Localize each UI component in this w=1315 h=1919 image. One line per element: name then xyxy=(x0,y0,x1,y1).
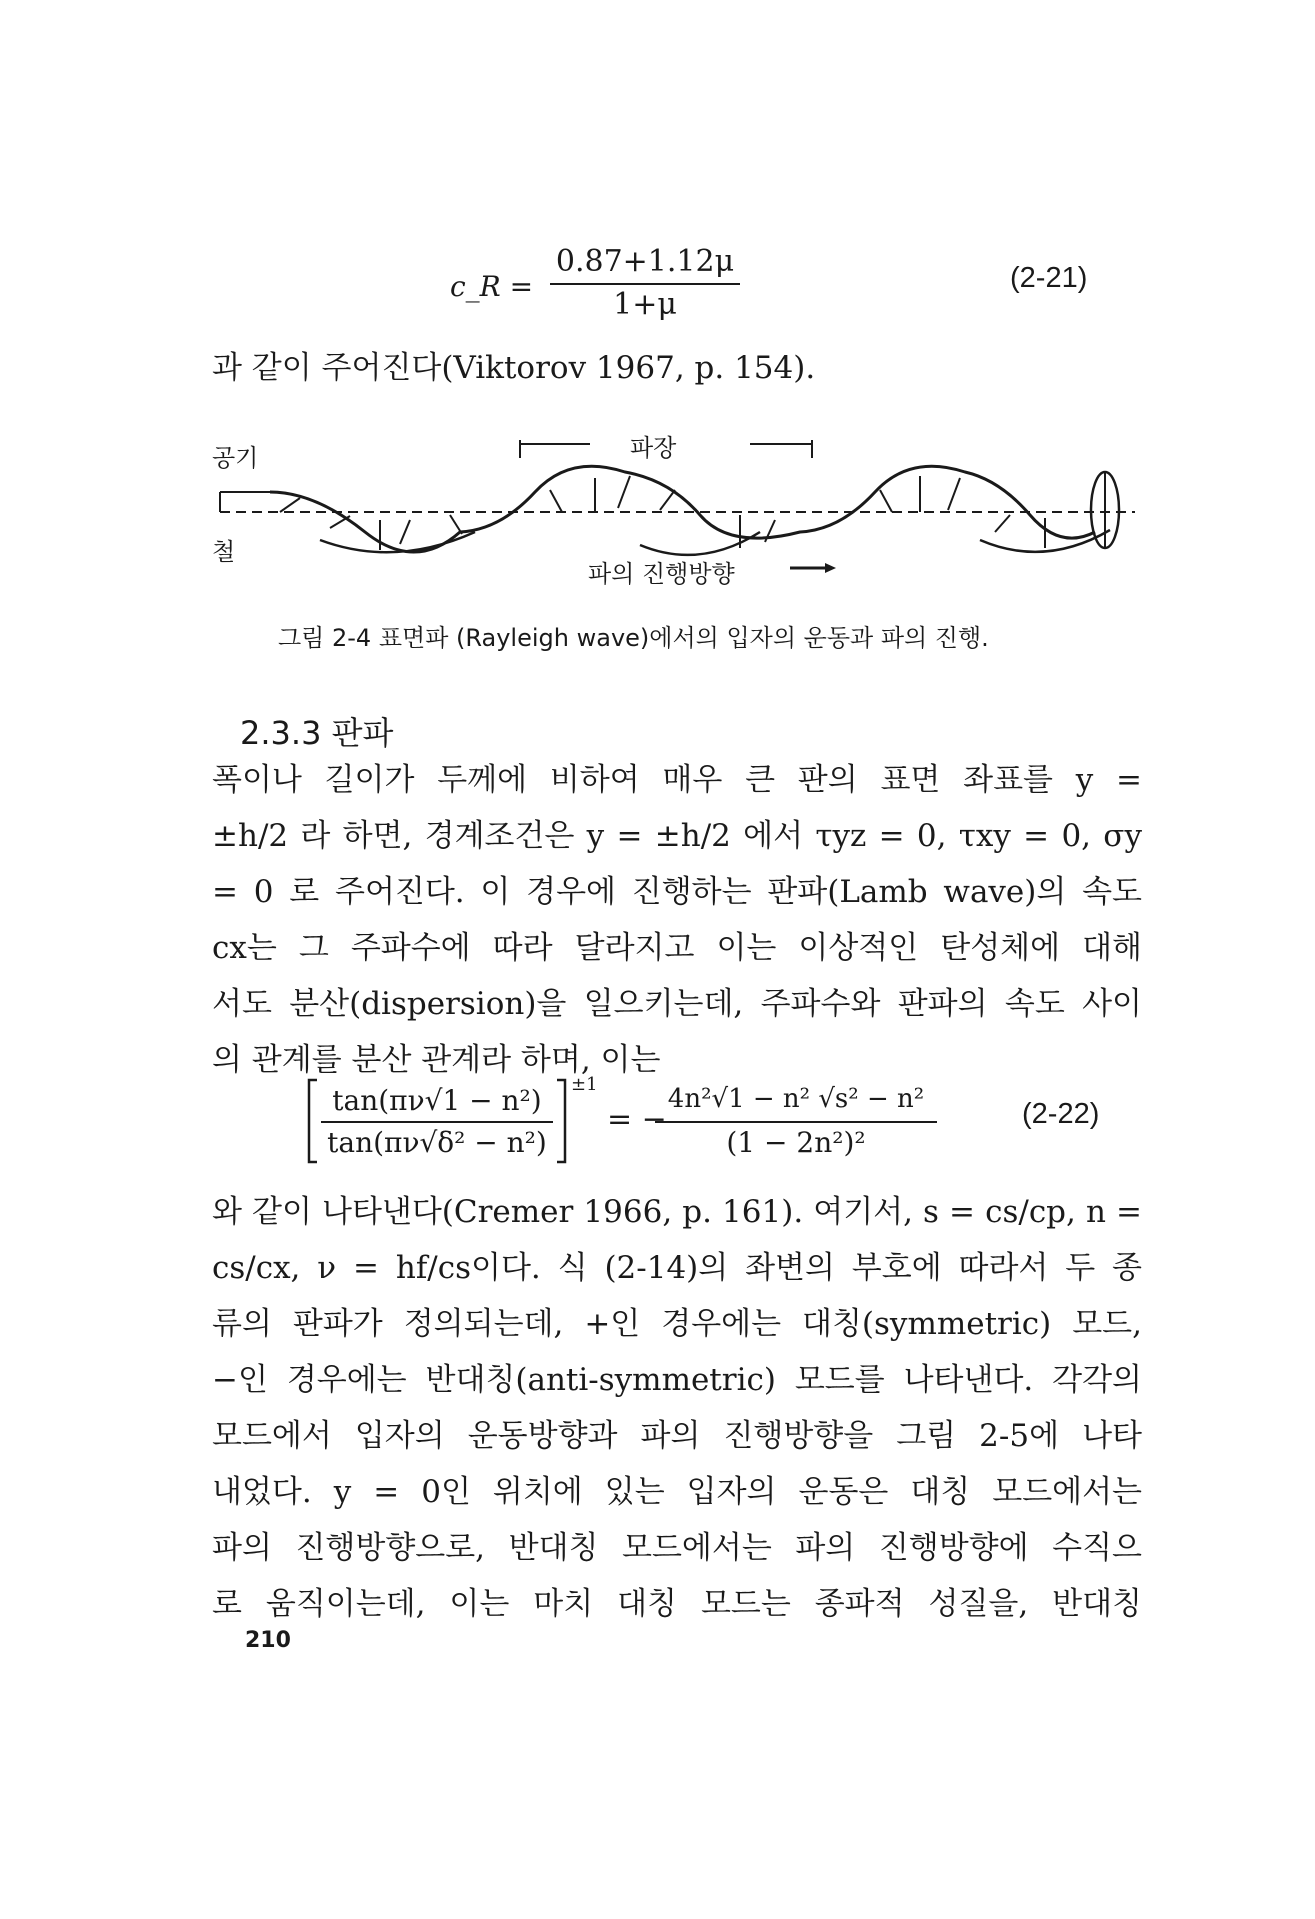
text-line-after-eq1: 과 같이 주어진다(Viktorov 1967, p. 154). xyxy=(212,350,816,386)
equation-number-2-21: (2-21) xyxy=(1010,262,1088,294)
paragraph-line: ±h/2 라 하면, 경계조건은 y = ±h/2 에서 τyz = 0, τxy = 0, σy xyxy=(212,818,1142,854)
paragraph-line: 파의 진행방향으로, 반대칭 모드에서는 파의 진행방향에 수직으 xyxy=(212,1530,1142,1566)
label-steel: 철 xyxy=(212,538,236,566)
eq2-lhs-denominator: tan(πν√δ² − n²) xyxy=(327,1126,547,1159)
page-number: 210 xyxy=(245,1628,291,1653)
figure-rayleigh-wave xyxy=(200,420,1150,620)
paragraph-line: 와 같이 나타낸다(Cremer 1966, p. 161). 여기서, s = cs/cp, n = xyxy=(212,1194,1142,1230)
eq2-equals: = − xyxy=(607,1102,667,1137)
paragraph-line: = 0 로 주어진다. 이 경우에 진행하는 판파(Lamb wave)의 속도 xyxy=(212,874,1142,910)
eq2-exponent: ±1 xyxy=(571,1074,598,1095)
label-wavelength: 파장 xyxy=(630,434,677,462)
paragraph-line: 의 관계를 분산 관계라 하며, 이는 xyxy=(212,1042,661,1078)
paragraph-line: cx는 그 주파수에 따라 달라지고 이는 이상적인 탄성체에 대해 xyxy=(212,930,1142,966)
paragraph-line: 로 움직이는데, 이는 마치 대칭 모드는 종파적 성질을, 반대칭 xyxy=(212,1586,1142,1622)
equation-number-2-22: (2-22) xyxy=(1022,1098,1100,1130)
section-heading: 2.3.3 판파 xyxy=(240,714,394,752)
paragraph-line: 모드에서 입자의 운동방향과 파의 진행방향을 그림 2-5에 나타 xyxy=(212,1418,1142,1454)
paragraph-line: 서도 분산(dispersion)을 일으키는데, 주파수와 판파의 속도 사이 xyxy=(212,986,1142,1022)
paragraph-line: 내었다. y = 0인 위치에 있는 입자의 운동은 대칭 모드에서는 xyxy=(212,1474,1142,1510)
label-air: 공기 xyxy=(212,444,259,472)
eq2-lhs-numerator: tan(πν√1 − n²) xyxy=(332,1084,542,1117)
equation-numerator: 0.87+1.12μ xyxy=(550,244,740,285)
paragraph-line: −인 경우에는 반대칭(anti-symmetric) 모드를 나타낸다. 각각의 xyxy=(212,1362,1142,1398)
equation-fraction xyxy=(550,244,740,322)
figure-caption: 그림 2-4 표면파 (Rayleigh wave)에서의 입자의 운동과 파의 진행. xyxy=(278,624,989,652)
equation-2-22 xyxy=(305,1070,1125,1170)
equation-denominator: 1+μ xyxy=(613,287,677,322)
paragraph-line: cs/cx, ν = hf/cs이다. 식 (2-14)의 좌변의 부호에 따라서 두 종 xyxy=(212,1250,1142,1286)
eq2-rhs-denominator: (1 − 2n²)² xyxy=(726,1126,866,1159)
eq2-rhs-numerator: 4n²√1 − n² √s² − n² xyxy=(667,1084,925,1114)
label-propagation-direction: 파의 진행방향 xyxy=(588,560,735,588)
paragraph-line: 폭이나 길이가 두께에 비하여 매우 큰 판의 표면 좌표를 y = xyxy=(212,762,1142,798)
equation-lhs: c_R = xyxy=(450,270,534,303)
paragraph-line: 류의 판파가 정의되는데, +인 경우에는 대칭(symmetric) 모드, xyxy=(212,1306,1142,1342)
